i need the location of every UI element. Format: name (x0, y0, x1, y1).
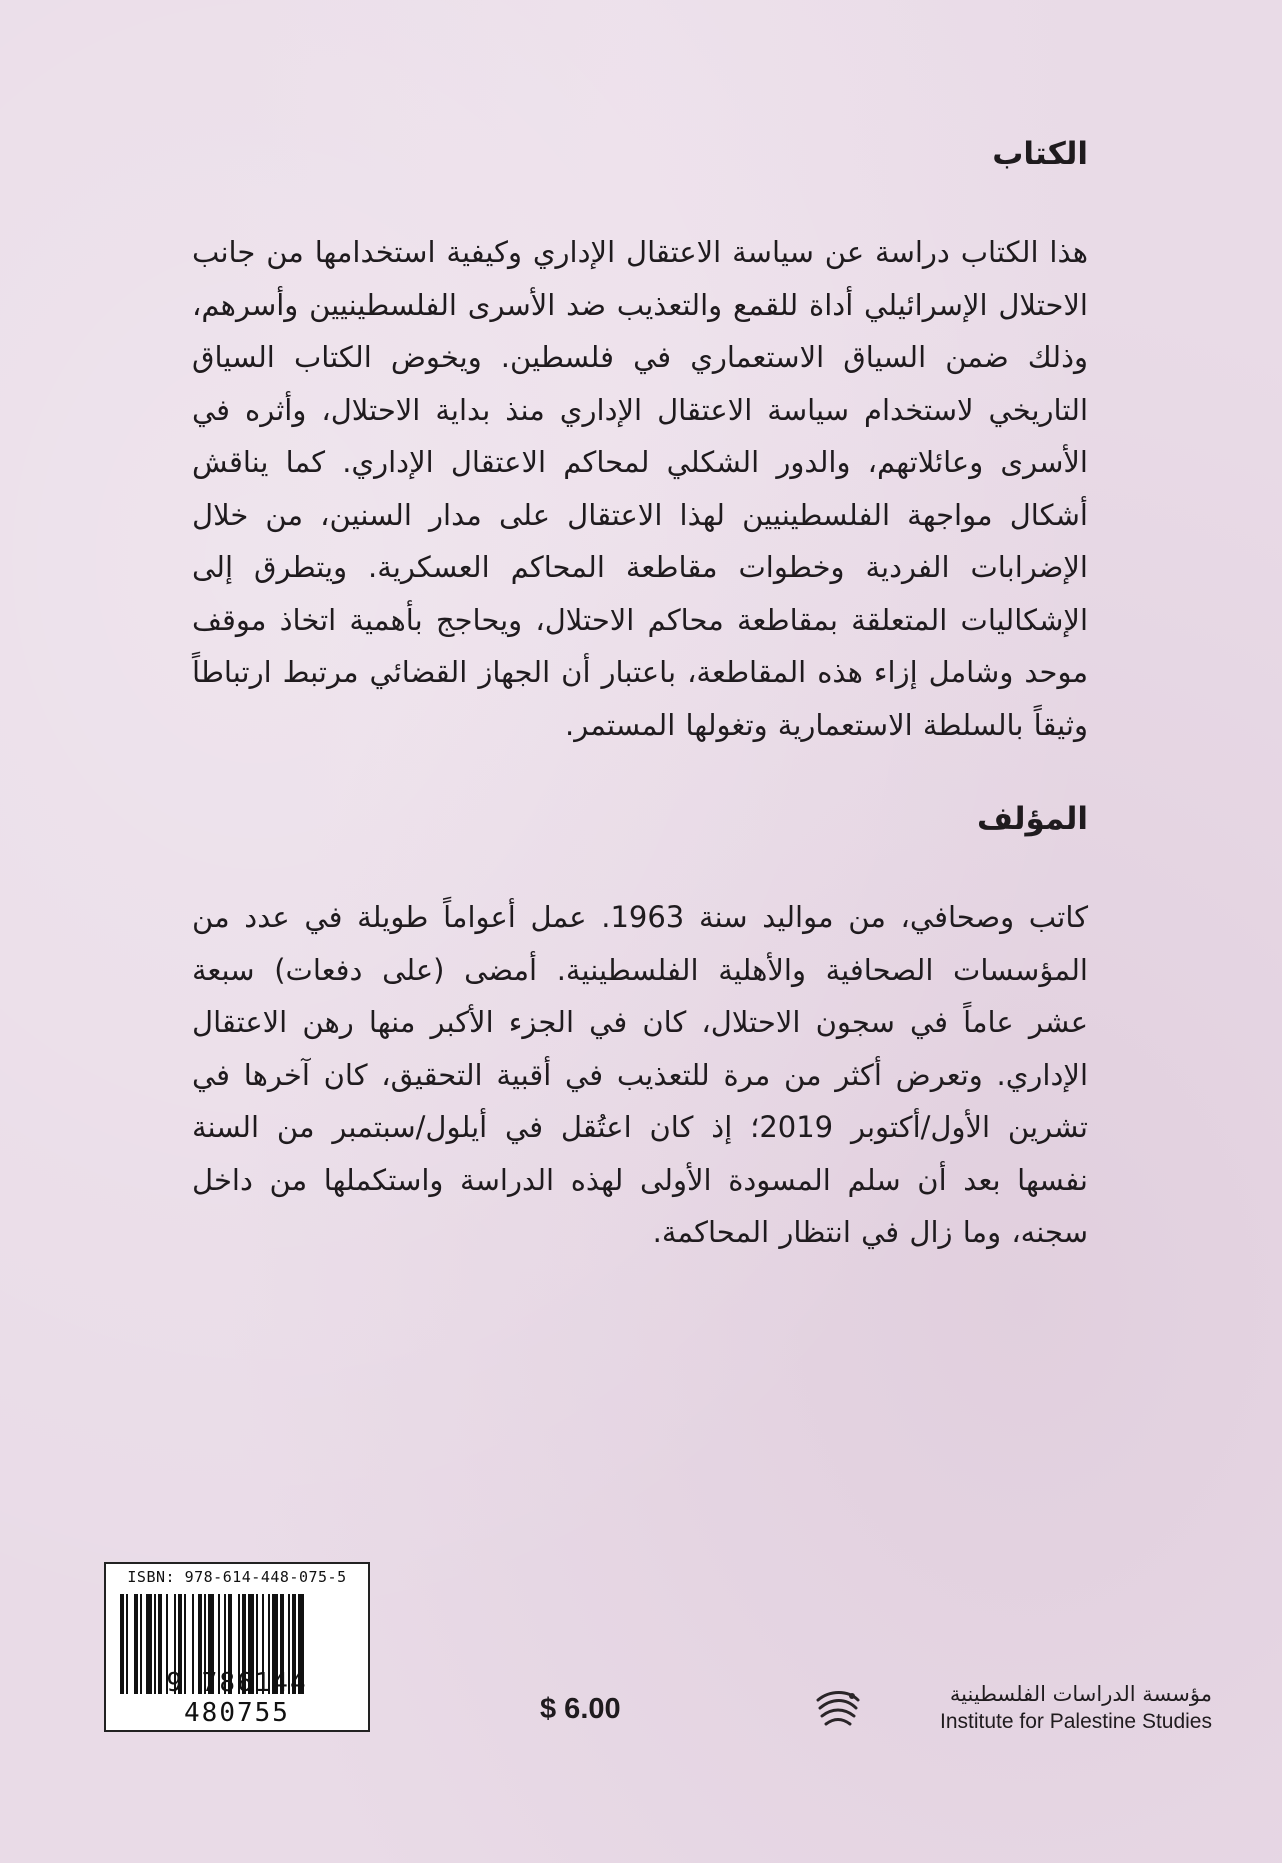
back-cover-text (192, 130, 1088, 1259)
book-section-title: الكتاب (992, 136, 1088, 172)
publisher-name-english: Institute for Palestine Studies (940, 1710, 1212, 1733)
publisher-name-arabic: مؤسسة الدراسات الفلسطينية (949, 1682, 1212, 1706)
author-bio: كاتب وصحافي، من مواليد سنة 1963. عمل أعواماً طويلة في عدد من المؤسسات الصحافية والأهلية الفلسطينية. أمضى (على دفعات) سبعة عشر عاماً في سجون الاحتلال، كان في الجزء الأكبر منها رهن الاعتقال الإداري. وتعرض أكثر من مرة للتعذيب في أقبية التحقيق، كان آخرها في تشرين الأول/أكتوبر 2019؛ إذ كان اعتُقل في أيلول/سبتمبر من السنة نفسها بعد أن سلم المسودة الأولى لهذه الدراسة واستكملها من داخل سجنه، وما زال في انتظار المحاكمة. (192, 900, 1089, 1249)
book-description: هذا الكتاب دراسة عن سياسة الاعتقال الإداري وكيفية استخدامها من جانب الاحتلال الإسرائيلي أداة للقمع والتعذيب ضد الأسرى الفلسطينيين وأسرهم، وذلك ضمن السياق الاستعماري في فلسطين. ويخوض الكتاب السياق التاريخي لاستخدام سياسة الاعتقال الإداري منذ بداية الاحتلال، وأثره في الأسرى وعائلاتهم، والدور الشكلي لمحاكم الاعتقال الإداري. كما يناقش أشكال مواجهة الفلسطينيين لهذا الاعتقال على مدار السنين، من خلال الإضرابات الفردية وخطوات مقاطعة المحاكم العسكرية. ويتطرق إلى الإشكاليات المتعلقة بمقاطعة محاكم الاحتلال، ويحاجج بأهمية اتخاذ موقف موحد وشامل إزاء هذه المقاطعة، باعتبار أن الجهاز القضائي مرتبط ارتباطاً وثيقاً بالسلطة الاستعمارية وتغولها المستمر. (192, 235, 1088, 742)
publisher-block (812, 1682, 1212, 1742)
isbn-label: ISBN: 978-614-448-075-5 (127, 1568, 347, 1586)
price-label: $ 6.00 (540, 1693, 621, 1725)
barcode-digits: 9 786144 480755 (166, 1668, 308, 1728)
isbn-barcode (104, 1562, 370, 1732)
author-section-title: المؤلف (976, 801, 1088, 837)
ips-bird-logo-icon (812, 1686, 864, 1736)
